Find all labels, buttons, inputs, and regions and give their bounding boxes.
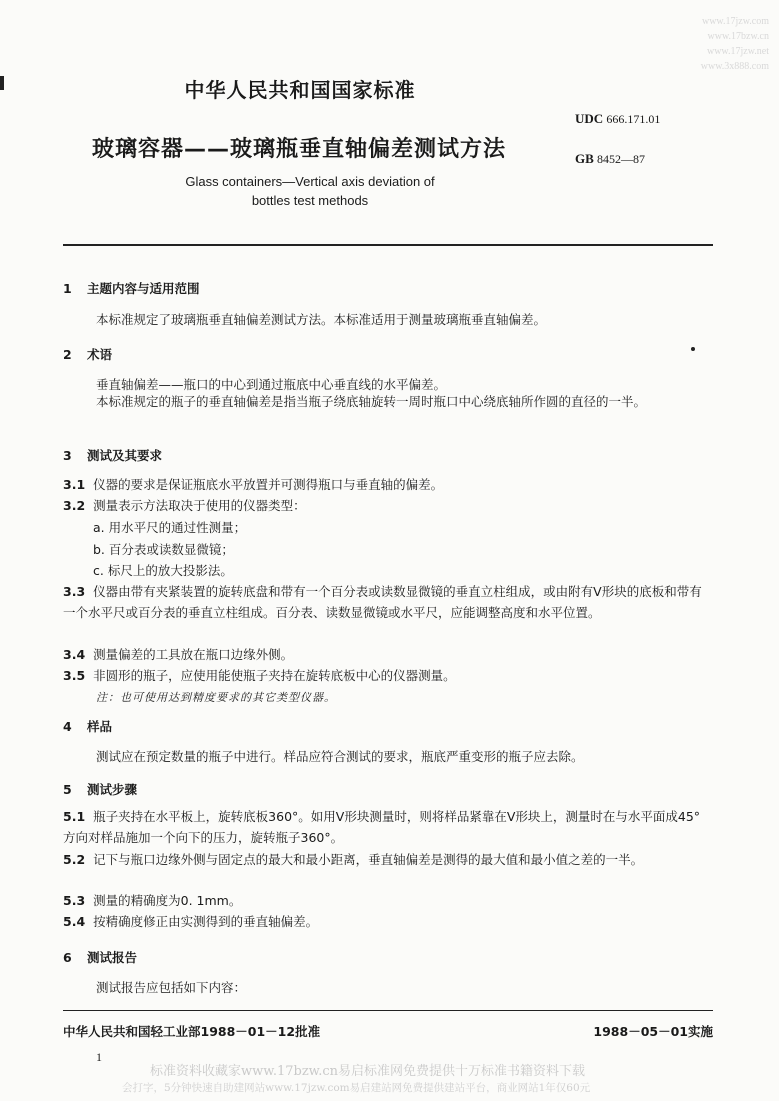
footer-divider <box>63 1010 713 1011</box>
clause-3-4 <box>63 644 703 665</box>
section-3-heading <box>63 446 162 464</box>
clause-text: 仪器的要求是保证瓶底水平放置并可测得瓶口与垂直轴的偏差。 <box>93 477 444 492</box>
gb-value: 8452—87 <box>597 152 646 166</box>
clause-5-1 <box>63 806 703 848</box>
watermark-line: www.3x888.com <box>700 61 769 72</box>
gb-code <box>575 151 645 167</box>
section-number: 1 <box>63 281 72 296</box>
section-4-heading <box>63 717 112 735</box>
clause-number: 5.3 <box>63 893 86 908</box>
scan-dot <box>691 347 695 351</box>
clause-number: 5.1 <box>63 809 86 824</box>
list-item-b: b. 百分表或读数显微镜； <box>93 542 234 557</box>
english-title-line1: Glass containers—Vertical axis deviation of <box>185 174 435 189</box>
page-title: 玻璃容器——玻璃瓶垂直轴偏差测试方法 <box>92 137 507 162</box>
udc-value: 666.171.01 <box>606 112 661 126</box>
list-item-c: c. 标尺上的放大投影法。 <box>93 563 233 578</box>
section-6-text: 测试报告应包括如下内容： <box>96 980 247 995</box>
watermark-line: www.17bzw.cn <box>707 31 769 42</box>
clause-number: 3.4 <box>63 647 86 662</box>
section-title: 主题内容与适用范围 <box>87 281 200 296</box>
section-2-text: 本标准规定的瓶子的垂直轴偏差是指当瓶子绕底轴旋转一周时瓶口中心绕底轴所作圆的直径的一半。 <box>96 394 647 409</box>
section-6-heading <box>63 948 137 966</box>
clause-3-2 <box>63 495 703 516</box>
clause-text: 测量表示方法取决于使用的仪器类型： <box>93 498 306 513</box>
section-title: 样品 <box>87 719 113 734</box>
section-title: 术语 <box>87 347 113 362</box>
clause-5-4 <box>63 911 703 932</box>
section-1-text: 本标准规定了玻璃瓶垂直轴偏差测试方法。本标准适用于测量玻璃瓶垂直轴偏差。 <box>96 312 547 327</box>
udc-code <box>575 111 660 127</box>
section-title: 测试步骤 <box>87 782 138 797</box>
clause-number: 5.4 <box>63 914 86 929</box>
section-5-heading <box>63 780 137 798</box>
watermark-line: www.17jzw.net <box>706 46 769 57</box>
section-title: 测试报告 <box>87 950 138 965</box>
note: 注：也可使用达到精度要求的其它类型仪器。 <box>96 691 336 704</box>
english-title-line2: bottles test methods <box>251 193 369 208</box>
watermark-line: www.17jzw.com <box>701 16 769 27</box>
clause-text: 仪器由带有夹紧装置的旋转底盘和带有一个百分表或读数显微镜的垂直立柱组成，或由附有V形块的底板和带有一个水平尺或百分表的垂直立柱组成。百分表、读数显微镜或水平尺，应能调整高度和水平位置。 <box>63 584 702 620</box>
section-number: 6 <box>63 950 72 965</box>
standard-name: 中华人民共和国国家标准 <box>184 78 416 102</box>
gb-label: GB <box>575 151 594 166</box>
effective-date: 1988－05－01实施 <box>593 1024 713 1039</box>
clause-text: 记下与瓶口边缘外侧与固定点的最大和最小距离，垂直轴偏差是测得的最大值和最小值之差的一半。 <box>93 852 644 867</box>
section-number: 3 <box>63 448 72 463</box>
watermark-bottom-2: 会打字，5分钟快速自助建网站www.17jzw.com易启建站网免费提供建站平台，商业网站1年仅60元 <box>122 1082 591 1094</box>
clause-number: 3.3 <box>63 584 86 599</box>
approval-line: 中华人民共和国轻工业部1988－01－12批准 <box>63 1024 321 1039</box>
header-divider <box>63 244 713 246</box>
section-number: 2 <box>63 347 72 362</box>
clause-number: 5.2 <box>63 852 86 867</box>
section-2-heading <box>63 345 112 363</box>
section-2-definition: 垂直轴偏差——瓶口的中心到通过瓶底中心垂直线的水平偏差。 <box>96 377 447 392</box>
clause-number: 3.5 <box>63 668 86 683</box>
section-4-text: 测试应在预定数量的瓶子中进行。样品应符合测试的要求，瓶底严重变形的瓶子应去除。 <box>96 749 584 764</box>
section-number: 5 <box>63 782 72 797</box>
clause-text: 测量偏差的工具放在瓶口边缘外侧。 <box>93 647 294 662</box>
clause-text: 瓶子夹持在水平板上，旋转底板360°。如用V形块测量时，则将样品紧靠在V形块上，测量时在与水平面成45°方向对样品施加一个向下的压力，旋转瓶子360°。 <box>63 809 701 845</box>
watermark-bottom-1: 标准资料收藏家www.17bzw.cn易启标准网免费提供十万标准书籍资料下载 <box>150 1064 586 1079</box>
section-number: 4 <box>63 719 72 734</box>
clause-3-5 <box>63 665 703 686</box>
clause-number: 3.1 <box>63 477 86 492</box>
watermark-top <box>701 14 769 74</box>
clause-5-3 <box>63 890 703 911</box>
clause-3-3 <box>63 581 703 623</box>
clause-text: 按精确度修正由实测得到的垂直轴偏差。 <box>93 914 319 929</box>
section-title: 测试及其要求 <box>87 448 163 463</box>
list-item-a: a. 用水平尺的通过性测量； <box>93 520 247 535</box>
section-1-heading <box>63 279 200 297</box>
clause-text: 非圆形的瓶子，应使用能使瓶子夹持在旋转底板中心的仪器测量。 <box>93 668 456 683</box>
page-number: 1 <box>96 1050 102 1064</box>
clause-3-1 <box>63 474 703 495</box>
clause-number: 3.2 <box>63 498 86 513</box>
udc-label: UDC <box>575 111 604 126</box>
clause-5-2 <box>63 849 703 870</box>
clause-text: 测量的精确度为0. 1mm。 <box>93 893 242 908</box>
